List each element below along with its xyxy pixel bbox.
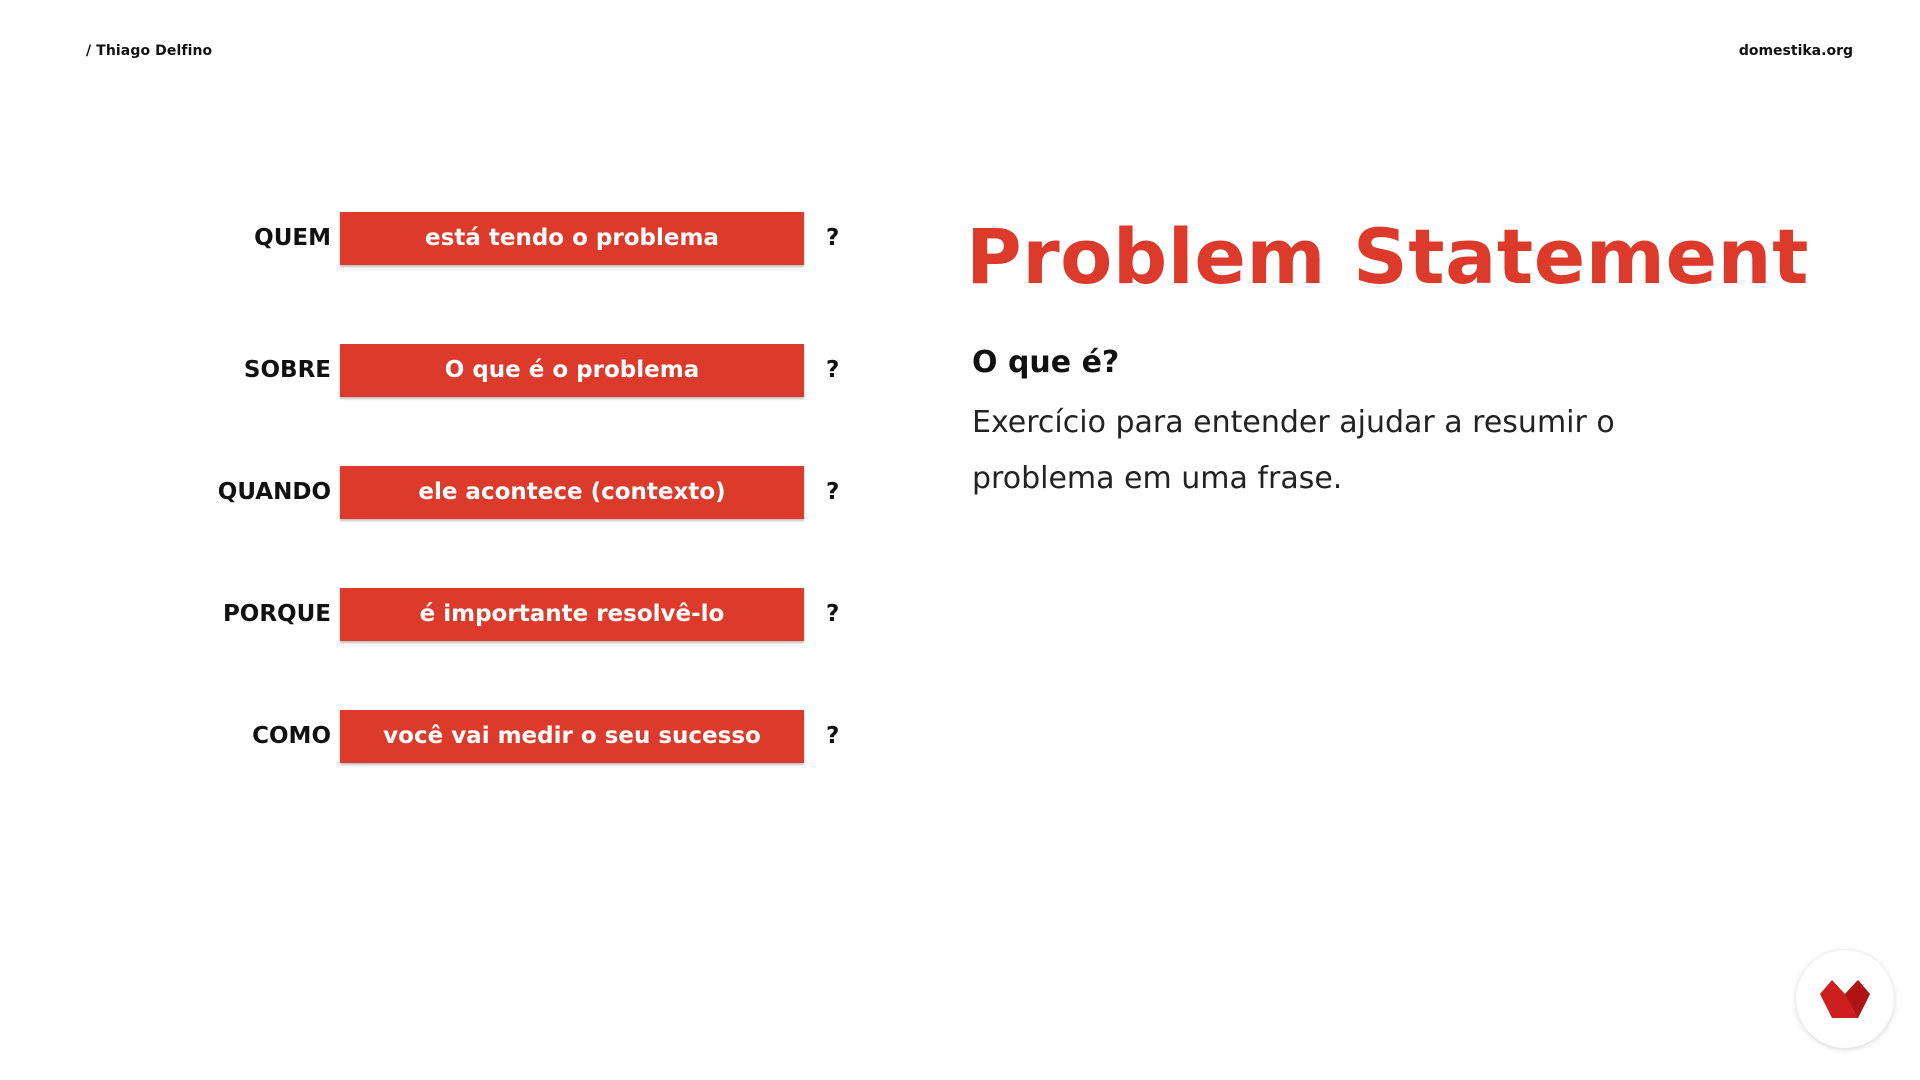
row-label: QUEM [254, 225, 331, 251]
row-label: QUANDO [217, 479, 331, 505]
framework-row-porque [0, 588, 900, 641]
row-box: é importante resolvê-lo [340, 588, 804, 641]
row-label: SOBRE [243, 357, 331, 383]
row-question-mark: ? [826, 357, 840, 383]
row-box: ele acontece (contexto) [340, 466, 804, 519]
header-author: / Thiago Delfino [86, 43, 213, 59]
row-label: PORQUE [222, 601, 331, 627]
section-description: Exercício para entender ajudar a resumir o problema em uma frase. [972, 405, 1615, 496]
row-question-mark: ? [826, 601, 840, 627]
row-box: O que é o problema [340, 344, 804, 397]
domestika-logo-badge [1796, 950, 1894, 1048]
row-question-mark: ? [826, 723, 840, 749]
row-box: você vai medir o seu sucesso [340, 710, 804, 763]
framework-row-quando [0, 466, 900, 519]
page-title: Problem Statement [966, 212, 1809, 301]
section-subtitle: O que é? [972, 345, 1120, 380]
row-box: está tendo o problema [340, 212, 804, 265]
framework-row-sobre [0, 344, 900, 397]
row-question-mark: ? [826, 479, 840, 505]
row-label: COMO [252, 723, 331, 749]
framework-row-quem [0, 212, 900, 265]
domestika-logo-icon [1820, 980, 1870, 1018]
row-question-mark: ? [826, 225, 840, 251]
header-site: domestika.org [1738, 43, 1853, 59]
framework-row-como [0, 710, 900, 763]
